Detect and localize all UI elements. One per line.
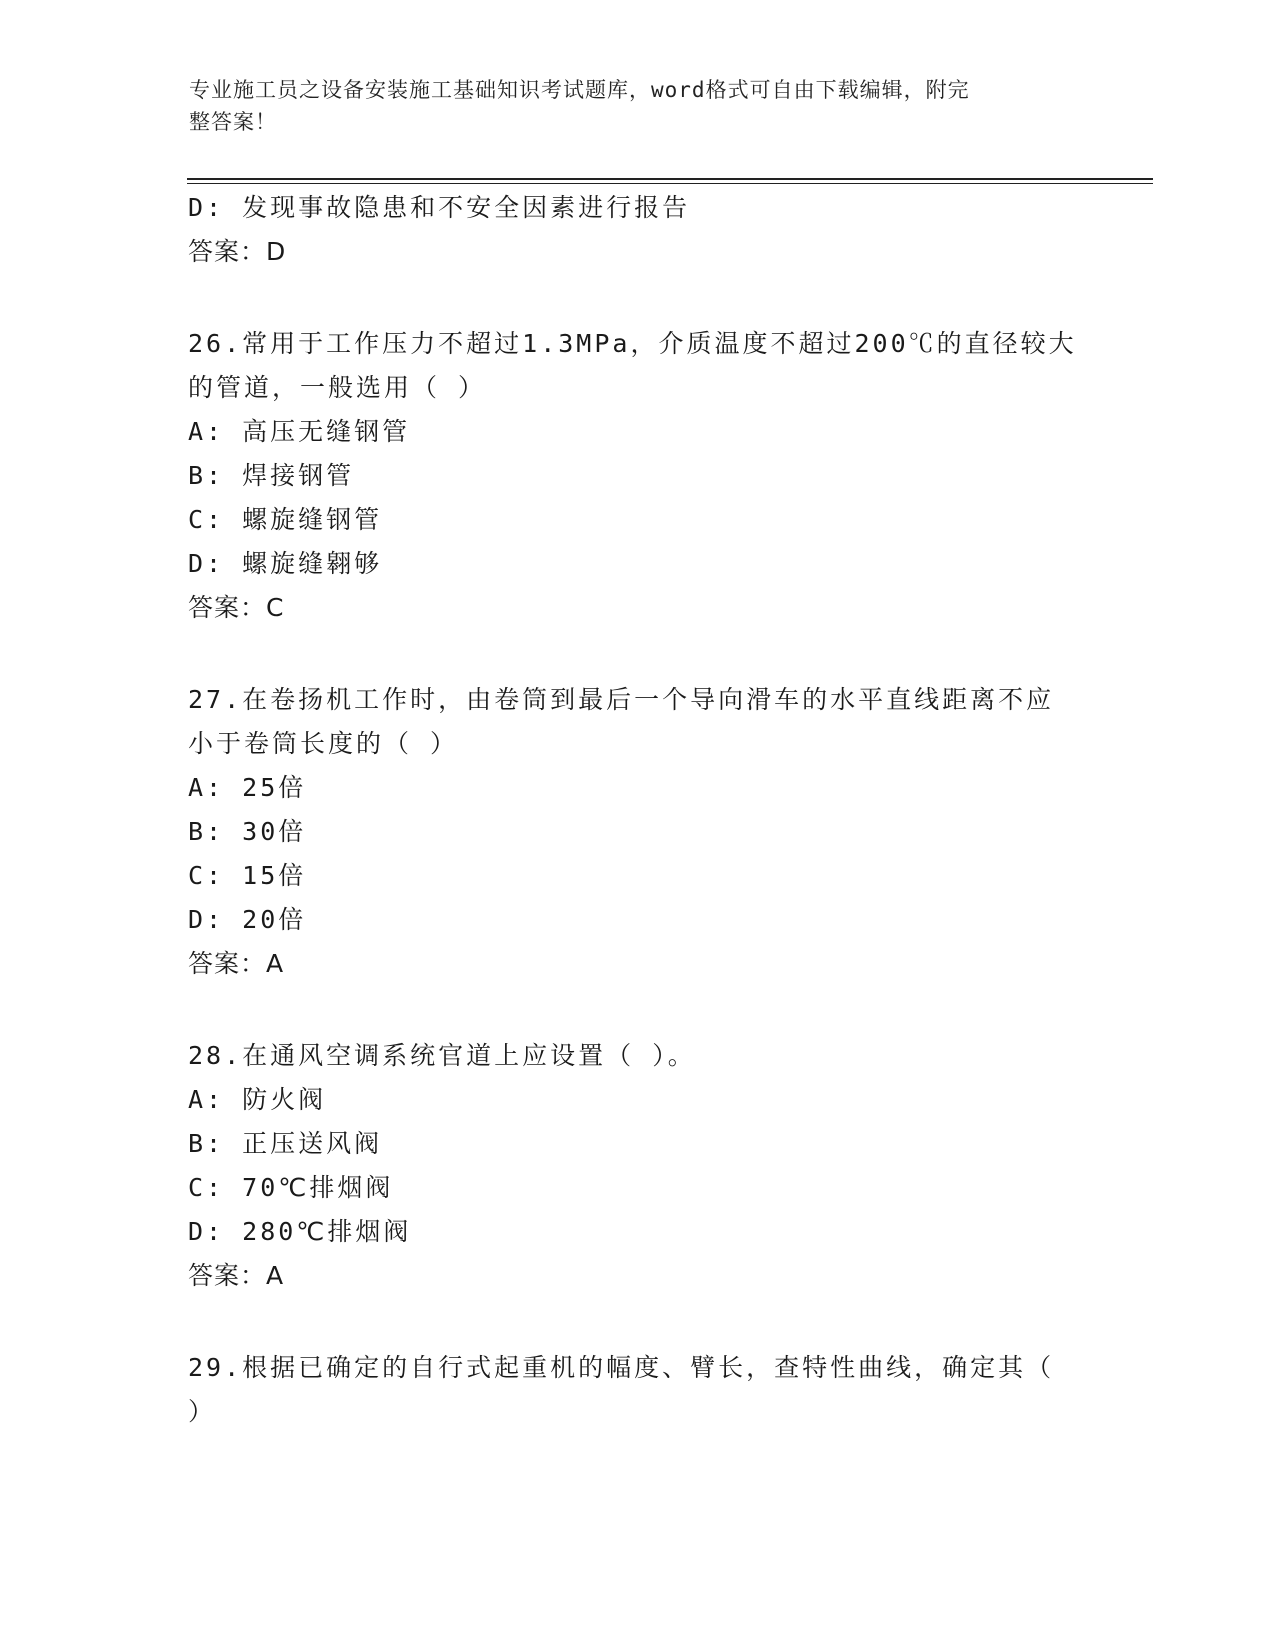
question-28-answer: 答案：A — [188, 1261, 285, 1290]
question-28-option-d: D: 280℃排烟阀 — [188, 1217, 412, 1246]
question-26-stem-line-2: 的管道，一般选用（ ） — [188, 373, 487, 402]
question-26-option-a: A: 高压无缝钢管 — [188, 417, 411, 446]
question-27-stem-line-2: 小于卷筒长度的（ ） — [188, 729, 459, 758]
question-26-option-b: B: 焊接钢管 — [188, 461, 355, 490]
header-divider-thin — [187, 183, 1153, 184]
question-28-option-a: A: 防火阀 — [188, 1085, 327, 1114]
header-line-2: 整答案！ — [189, 110, 277, 134]
question-27-option-a: A: 25倍 — [188, 773, 307, 802]
question-27-stem-line-1: 27.在卷扬机工作时，由卷筒到最后一个导向滑车的水平直线距离不应 — [188, 685, 1055, 714]
page-header — [189, 74, 1069, 138]
question-28-option-c: C: 70℃排烟阀 — [188, 1173, 394, 1202]
header-line-1: 专业施工员之设备安装施工基础知识考试题库，word格式可自由下载编辑，附完 — [189, 78, 970, 102]
question-28-stem-line-1: 28.在通风空调系统官道上应设置（ ）。 — [188, 1041, 696, 1070]
question-26-option-d: D: 螺旋缝翱够 — [188, 549, 383, 578]
answer-line: 答案：D — [188, 237, 287, 266]
question-29-stem-line-2: ） — [188, 1397, 217, 1426]
question-27-option-c: C: 15倍 — [188, 861, 307, 890]
question-26-option-c: C: 螺旋缝钢管 — [188, 505, 383, 534]
question-29-stem-line-1: 29.根据已确定的自行式起重机的幅度、臂长，查特性曲线，确定其（ — [188, 1353, 1055, 1382]
question-27-option-d: D: 20倍 — [188, 905, 307, 934]
option-d: D: 发现事故隐患和不安全因素进行报告 — [188, 193, 691, 222]
header-divider-thick — [187, 178, 1153, 180]
question-26-stem-line-1: 26.常用于工作压力不超过1.3MPa，介质温度不超过200℃的直径较大 — [188, 329, 1077, 358]
question-28-option-b: B: 正压送风阀 — [188, 1129, 383, 1158]
question-26-answer: 答案：C — [188, 593, 285, 622]
question-27-option-b: B: 30倍 — [188, 817, 307, 846]
question-27-answer: 答案：A — [188, 949, 285, 978]
